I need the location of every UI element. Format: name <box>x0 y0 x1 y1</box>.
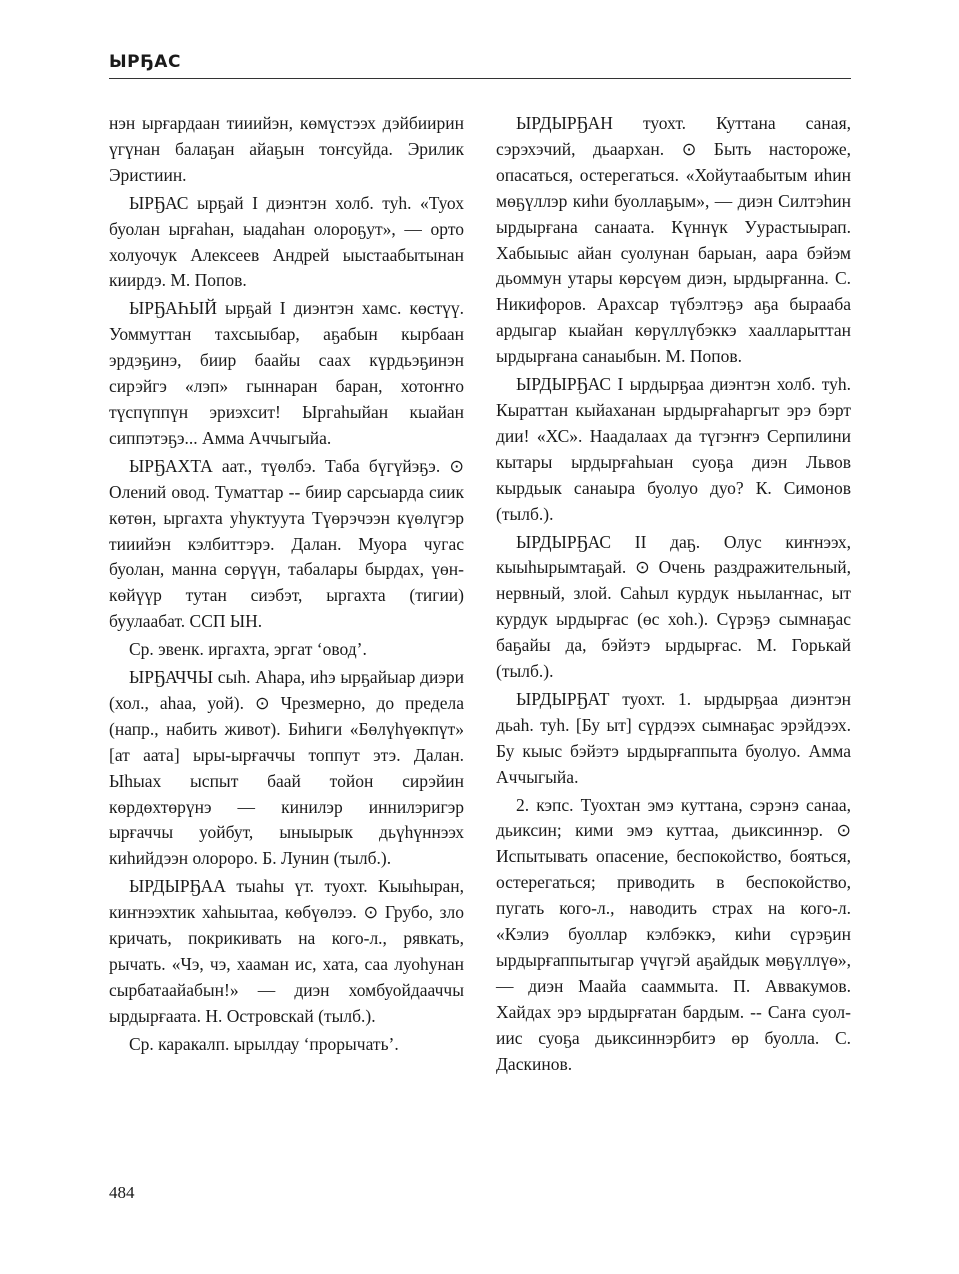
dictionary-entry: ЫРДЫРҔАН туохт. Куттана саная, сэрэхэчий, дьаархан. ⊙ Быть настороже, опасаться, остерегаться. «Хойутаабытым иһин мөҕүллэр киһи буоллаҕым», — диэн Силтэһин ырдырғана санаата. Күннүк Уурастыырап. Хабыыыс айан суолунан барыан, аара бэйэм дьоммун утары көрсүөм диэн, ырдырғанна. С. Никифоров. Арахсар түбэлтэҕэ аҕа бырааба ардыгар кыайан көрүллүбэккэ хаалларыттан ырдырғана санаыбын. М. Попов. <box>496 113 851 367</box>
etymology-note: Ср. эвенк. иргахта, эргат ‘овод’. <box>129 639 367 660</box>
entry-continuation: нэн ырғардаан тииийэн, көмүстээх дэйбиирин үгүнан балаҕан айаҕын тоҥсуйда. Эрилик Эристиин. <box>109 113 464 185</box>
dictionary-entry: ЫРДЫРҔАС II даҕ. Олус киҥнээх, кыыһырымтаҕай. ⊙ Очень раздражительный, нервный, злой. Саһыл курдук ньылаҥнас, ыт курдук ырдырғас (өс хоһ.). Сүрэҕэ сымнаҕас баҕайы да, бэйэтэ ырдырғас. М. Горькай (тылб.). <box>496 531 851 682</box>
left-column <box>109 111 464 1060</box>
dictionary-sense: 2. кэпс. Туохтан эмэ куттана, сэрэнэ санаа, дьиксин; кими эмэ куттаа, дьиксиннэр. ⊙ Испытывать опасение, беспокойство, бояться, остерегаться; приводить в беспокойство, пугать кого-л., наводить страх на кого-л. «Кэлиэ буоллар кэлбэккэ, киһи сүрэҕин ырдырғаппытыгар үчүгэй аҕайдык мөҕүллүө», — диэн Маайа сааммыта. П. Аввакумов. Хайдах эрэ ырдырғатан бардым. -- Саҥа суол-иис суоҕа дьиксиннэрбитэ өр буолла. С. Даскинов. <box>496 794 851 1074</box>
dictionary-entry: ЫРДЫРҔАА тыаһы үт. туохт. Кыыһыран, киҥнээхтик хаһыытаа, көбүөлээ. ⊙ Грубо, зло кричать, покрикивать на кого-л., рявкать, рычать. «Чэ, чэ, хааман ис, хата, саа луоһунан сырбатаайабын!» — диэн хомбуойдааччы ырдырғаата. Н. Островскай (тылб.). <box>109 876 464 1026</box>
dictionary-entry: ЫРҔАХТА аат., түөлбэ. Таба бүгүйэҕэ. ⊙ Олений овод. Туматтар -- биир сарсыарда сиик көтөн, ыргахта уһуктуута Түөрэчээн күөлүгэр тииийэн кэлбиттэрэ. Далан. Муора чугас буолан, манна сөрүүн, табалары бырдах, үөн-көйүүр тутан сиэбэт, ыргахта (тигии) буулаабат. ССП ЫН. <box>109 455 464 632</box>
dictionary-entry: ЫРДЫРҔАТ туохт. 1. ырдырҕаа диэнтэн дьаһ. туһ. [Бу ыт] сүрдээх сымнаҕас эрэйдээх. Бу кыыс бэйэтэ ырдырғаппыта буолуо. Амма Аччыгыйа. <box>496 688 851 787</box>
right-column <box>496 111 851 1080</box>
running-head: ЫРҔАС <box>109 52 181 72</box>
dictionary-entry: ЫРҔАҺЫЙ ырҕай I диэнтэн хамс. көстүү. Уоммуттан тахсыыбар, аҕабын кырбаан эрдэҕинэ, биир баайы саах күрдьэҕинэн сирэйгэ «лэп» гыннаран баран, хотоҥҥо түспүппүн эриэхсит! Ыргаһыйан кыайан сиппэтэҕэ... Амма Аччыгыйа. <box>109 298 464 448</box>
etymology-note: Ср. каракалп. ырылдау ‘прорычать’. <box>129 1033 399 1054</box>
header-rule <box>109 78 851 79</box>
dictionary-entry: ЫРДЫРҔАС I ырдырҕаа диэнтэн холб. туһ. Кыраттан кыйаханан ырдырғаһаргыт эрэ бэрт дии! «ХС». Наадалаах да түгэҥҥэ Серпилини кытары ырдырғаһыан суоҕа диэн Львов кырдьык санаыра буолуо дуо? К. Симонов (тылб.). <box>496 374 851 524</box>
dictionary-entry: ЫРҔАЧЧЫ сыһ. Аһара, иһэ ырҕайыар диэри (хол., аһаа, уой). ⊙ Чрезмерно, до предела (напр., набить живот). Биһиги «Бөлүһүөкпүт» [ат аата] ыры-ырғаччы топпут этэ. Далан. Ыһыах ыспыт баай тойон сирэйин көрдөхтөрүнэ — кинилэр иннилэригэр ырғаччы уойбут, ыныырык дьүһүннээх киһийдээн олороро. Б. Лунин (тылб.). <box>109 667 464 869</box>
dictionary-entry: ЫРҔАС ырҕай I диэнтэн холб. туһ. «Туох буолан ырғаһан, ыадаһан олороҕут», — орто холуочук Алексеев Андрей ыыстаабытынан киирдэ. М. Попов. <box>109 192 464 291</box>
page-header <box>109 52 851 72</box>
page-number: 484 <box>109 1183 135 1202</box>
